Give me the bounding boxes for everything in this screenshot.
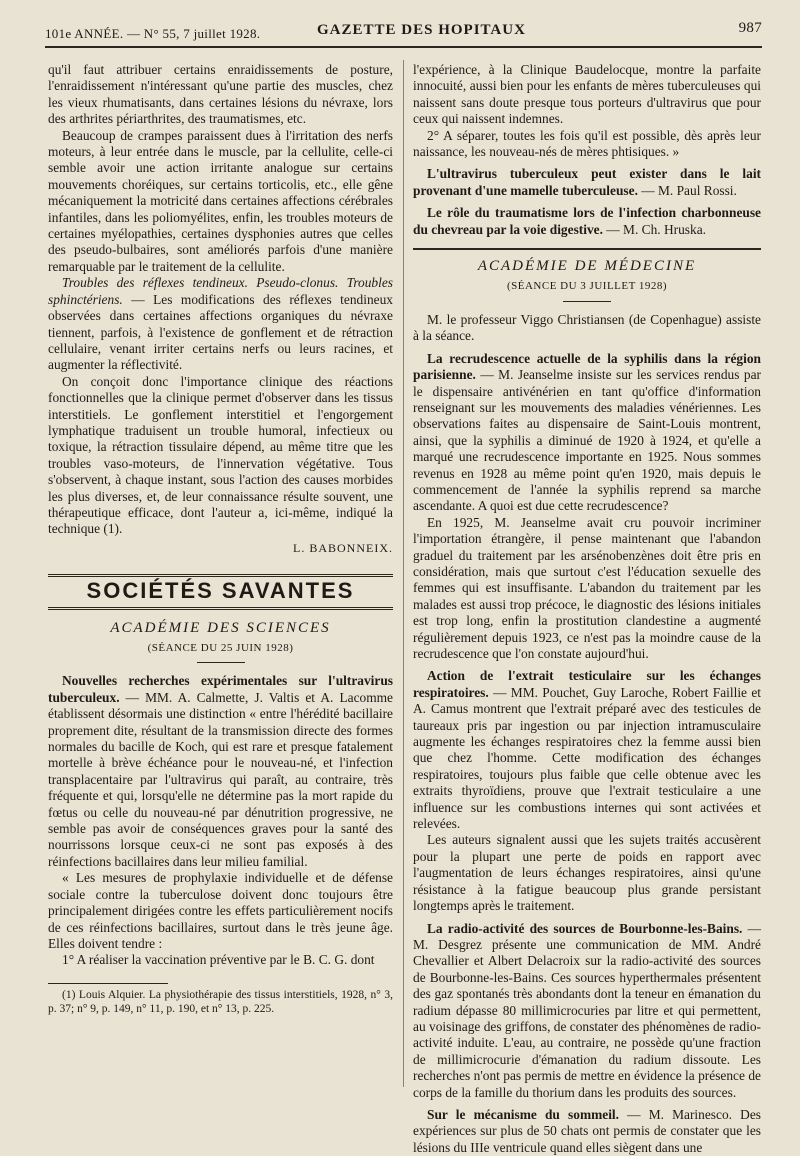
report-title: Sur le mécanisme du sommeil.	[427, 1106, 619, 1122]
paragraph: M. le professeur Viggo Christiansen (de Copenhague) assiste à la séance.	[413, 311, 761, 344]
report-item	[413, 921, 761, 1101]
author-signature: L. BABONNEIX.	[293, 540, 393, 555]
report-text: — M. Marinesco. Des expériences sur plus de 50 chats ont permis de constater que les lésions du IIIe ventricule quand elles siègent dans une	[413, 1106, 761, 1155]
report-item	[413, 351, 761, 515]
report-item	[413, 205, 761, 238]
page-header	[45, 18, 762, 44]
report-item	[413, 668, 761, 832]
section-banner	[48, 574, 393, 609]
paragraph: 1° A réaliser la vaccination préventive par le B. C. G. dont	[62, 952, 375, 968]
paragraph: Beaucoup de crampes paraissent dues à l'irritation des nerfs moteurs, à leur entrée dans le muscle, par la cellulite, celle-ci semble avoir une action irritante analogue sur certains mouvements choréiques, sur certains torticolis, etc., elle gêne mécaniquement la motricité dans certaines affections cérébrales infantiles, dans les poliomyélites, enfin, les troubles moteurs de certaines myélopathies, certaines dysphonies autres que celles des pseudo-bulbaires, sont améliorés parfois d'une manière remarquable par le traitement de la cellulite.	[48, 127, 393, 274]
report-text: — MM. A. Calmette, J. Valtis et A. Lacomme établissent désormais une distinction « entre l'hérédité bacillaire proprement dite, résultant de la transmission directe des formes normales du bacille de Koch, qui est rare et presque fatalement mortelle à brève échéance pour le nouveau-né, et l'infection transplacentaire par l'ultravirus qui paraît, au contraire, très fréquente et qui, lorsqu'elle ne détermine pas la mort rapide du fœtus ou celle du nouveau-né par dénutrition progressive, ne semble pas avoir de conséquences graves pour la santé des nourrissons lorsque ceux-ci ne sont pas exposés à des réinfections bacillaires dans leur milieu familial.	[48, 689, 393, 869]
report-title: L'ultravirus tuberculeux peut exister dans le lait provenant d'une mamelle tuberculeuse.	[413, 166, 761, 198]
report-text: — MM. Pouchet, Guy Laroche, Robert Faillie et A. Camus montrent que l'extrait préparé avec des testicules de taureaux pris par ingestion ou par injection intramusculaire augmente les échanges respiratoires chez la femme aussi bien que chez l'homme. Cette modification des échanges respiratoires, toujours plus faible que celle obtenue avec les extraits thyroïdiens, prouve que l'extrait testiculaire a une influence sur les combustions internes qui sont activées et relevées.	[413, 684, 761, 832]
italic-heading: Troubles des réflexes tendineux. Pseudo-clonus. Troubles sphinctériens.	[48, 275, 393, 307]
column-divider	[403, 60, 404, 1087]
page-number: 987	[738, 20, 762, 36]
academy-heading: ACADÉMIE DE MÉDECINE	[477, 258, 697, 275]
paragraph-text: — Les modifications des réflexes tendineux observées dans certaines affections organiques du névraxe tiennent, parfois, à l'existence de gonflement et de rétraction cellulaire, venant irriter certains nerfs ou leurs racines, et augmenter la réflectivité.	[48, 291, 393, 373]
divider	[197, 662, 245, 663]
report-text: — M. Jeanselme insiste sur les services rendus par le dispensaire antivénérien en tant qu'office d'information renseignant sur les mouvements des maladies vénériennes. Les observations faites au dispensaire de Saint-Louis montrent, ainsi, que la syphilis a diminué de 1920 à 1924, et qu'elle a marqué une recrudescence importante en 1925. Nous sommes revenus en 1928 au même point qu'en 1920, mais depuis le commencement de l'année la syphilis reprend sa marche ascendante. A quoi est due cette recrudescence?	[413, 367, 761, 514]
paragraph: « Les mesures de prophylaxie individuelle et de défense sociale contre la tuberculose doivent donc toujours être principalement dirigées contre les effets particulièrement nocifs de ces réinfections bacillaires, surtout dans le très jeune âge. Elles doivent tendre :	[48, 870, 393, 951]
report-item	[413, 1107, 761, 1156]
left-column	[48, 62, 393, 1016]
report-title: Action de l'extrait testiculaire sur les échanges respiratoires.	[413, 668, 761, 700]
right-column	[413, 62, 761, 1156]
report-item	[413, 166, 761, 199]
report-title: Le rôle du traumatisme lors de l'infection charbonneuse du chevreau par la voie digestive.	[413, 205, 761, 237]
report-text: — M. Paul Rossi.	[637, 182, 737, 198]
session-date: (SÉANCE DU 25 JUIN 1928)	[147, 642, 294, 654]
paragraph	[48, 275, 393, 373]
academy-heading: ACADÉMIE DES SCIENCES	[110, 619, 331, 636]
paragraph: 2° A séparer, toutes les fois qu'il est possible, dès après leur naissance, les nouveau-nés de mères phtisiques. »	[413, 127, 761, 160]
footnote: (1) Louis Alquier. La physiothérapie des tissus interstitiels, 1928, n° 3, p. 37; n° 9, p. 149, n° 11, p. 190, et n° 13, p. 225.	[48, 988, 393, 1015]
section-title: SOCIÉTÉS SAVANTES	[86, 578, 355, 604]
paragraph: qu'il faut attribuer certains enraidissements de posture, l'enraidissement n'intéressant qu'une partie des muscles, chez les vieux rhumatisants, dans certaines lésions du névraxe, lors des arthrites périarthrites, des traumatismes, etc.	[48, 62, 393, 127]
journal-title: GAZETTE DES HOPITAUX	[317, 22, 526, 38]
paragraph: En 1925, M. Jeanselme avait cru pouvoir incriminer l'importation étrangère, il pense maintenant que l'abandon graduel du traitement par les arsénobenzènes doit être pris en considération, mais que surtout c'est l'éducation sexuelle des femmes qui est insuffisante. L'abandon du traitement par les malades est aussi trop précoce, le diagnostic des lésions initiales est trop long, enfin la prostitution clandestine a augmenté régulièrement depuis 1923, ce n'est pas la moindre cause de la recrudescence que l'on constate aujourd'hui.	[413, 514, 761, 661]
section-rule	[413, 248, 761, 250]
report-text: — M. Desgrez présente une communication de MM. André Chevallier et Albert Delacroix sur la radio-activité des sources de Bourbonne-les-Bains. Ces sources hyperthermales présentent des gaz spontanés très abondants dont la teneur en émanation du radium dépasse 80 millimicrocuries par litre et qui permettent, au voisinage des griffons, de constater des phénomènes de radio-activité induite. L'eau, au contraire, ne possède qu'une fraction de millimicrocurie d'émanation du radium dissoute. Les recherches n'ont pas permis de mettre en évidence la présence de corps de la famille du thorium dans les produits des sources.	[413, 920, 761, 1100]
report-title: Nouvelles recherches expérimentales sur l'ultravirus tuberculeux.	[48, 673, 393, 705]
report-text: — M. Ch. Hruska.	[602, 221, 706, 237]
issue-info: 101e ANNÉE. — N° 55, 7 juillet 1928.	[45, 26, 261, 41]
header-rule	[45, 46, 762, 48]
paragraph: Les auteurs signalent aussi que les sujets traités accusèrent pour la plupart une perte de poids en rapport avec l'augmentation de leurs échanges respiratoires, ainsi qu'une résistance à la fatigue beaucoup plus grande persistant longtemps après le traitement.	[413, 832, 761, 914]
divider	[563, 301, 611, 302]
report-title: La recrudescence actuelle de la syphilis dans la région parisienne.	[413, 350, 761, 383]
session-date: (SÉANCE DU 3 JUILLET 1928)	[506, 280, 668, 293]
paragraph: l'expérience, à la Clinique Baudelocque, montre la parfaite innocuité, aussi bien pour les enfants de mères tuberculeuses qui naissent sans doute presque tous porteurs d'ultravirus que pour ceux qui naissent indemnes.	[413, 62, 761, 127]
paragraph: On conçoit donc l'importance clinique des réactions fonctionnelles que la clinique permet d'observer dans les tissus interstitiels. Le gonflement interstitiel et l'engorgement lymphatique traduisent un trouble humoral, infectieux ou toxique, la rétraction tissulaire dépend, au même titre que les troubles vaso-moteurs, de l'innervation végétative. Tous s'observent, à chaque instant, sous l'action des causes morbides les plus diverses, et, de leur connaissance résulte souvent, une thérapeutique efficace, dont l'auteur a, ici-même, indiqué la technique (1).	[48, 373, 393, 537]
footnote-rule	[48, 983, 168, 984]
report-title: La radio-activité des sources de Bourbonne-les-Bains.	[427, 920, 743, 936]
report-item	[48, 673, 393, 870]
